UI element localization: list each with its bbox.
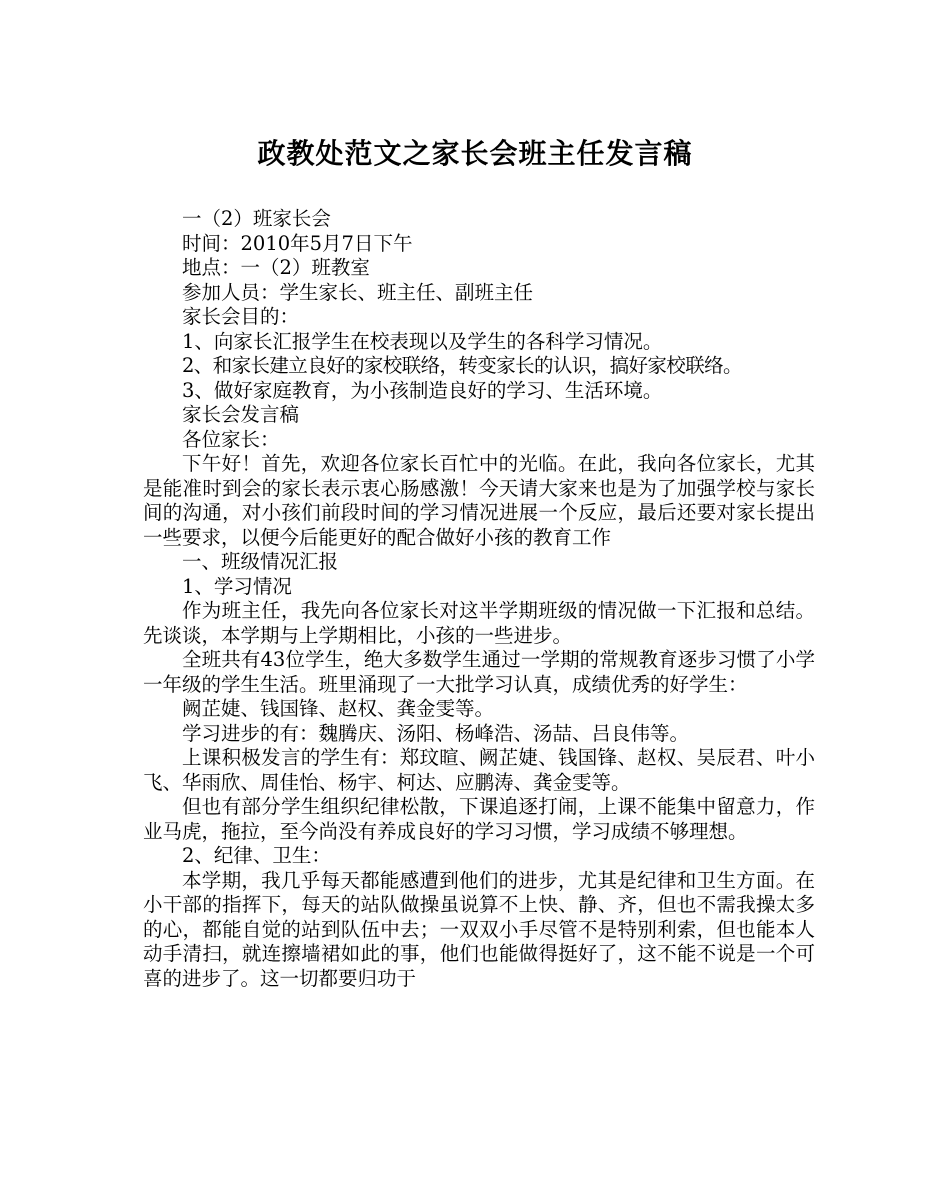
page-title: 政教处范文之家长会班主任发言稿 — [257, 137, 693, 170]
paragraph-speech-heading: 家长会发言稿 — [182, 403, 300, 426]
paragraph-class-overview: 全班共有43位学生，绝大多数学生通过一学期的常规教育逐步习惯了小学一年级的学生生活。班里涌现了一大批学习认真，成绩优秀的好学生： — [143, 648, 815, 696]
paragraph-problems: 但也有部分学生组织纪律松散，下课追逐打闹，上课不能集中留意力，作业马虎，拖拉，至今尚没有养成良好的学习习惯，学习成绩不够理想。 — [143, 795, 815, 843]
paragraph-location: 地点：一（2）班教室 — [182, 256, 370, 279]
paragraph-class-meeting: 一（2）班家长会 — [182, 207, 331, 230]
document-body — [143, 207, 815, 991]
paragraph-time: 时间：2010年5月7日下午 — [182, 231, 413, 255]
paragraph-greeting: 各位家长： — [182, 427, 280, 451]
paragraph-opening: 下午好！首先，欢迎各位家长百忙中的光临。在此，我向各位家长，尤其是能准时到会的家长表示衷心肠感激！今天请大家来也是为了加强学校与家长间的沟通，对小孩们前段时间的学习情况进展一个反应，最后还要对家长提出一些要求，以便今后能更好的配合做好小孩的教育工作 — [143, 452, 815, 549]
paragraph-excellent-students: 阙芷婕、钱国锋、赵权、龚金雯等。 — [182, 697, 495, 720]
paragraph-discipline-body: 本学期，我几乎每天都能感遭到他们的进步，尤其是纪律和卫生方面。在小干部的指挥下，每天的站队做操虽说算不上快、静、齐，但也不需我操太多的心，都能自觉的站到队伍中去；一双双小手尽管不是特别利索，但也能本人动手清扫，就连擦墙裙如此的事，他们也能做得挺好了，这不能不说是一个可喜的进步了。这一切都要归功于 — [143, 868, 815, 990]
paragraph-purpose-1: 1、向家长汇报学生在校表现以及学生的各科学习情况。 — [182, 329, 663, 353]
paragraph-purpose-heading: 家长会目的： — [182, 305, 300, 328]
paragraph-discipline-heading: 2、纪律、卫生： — [182, 844, 331, 867]
paragraph-attendees: 参加人员：学生家长、班主任、副班主任 — [182, 280, 534, 304]
paragraph-study-heading: 1、学习情况 — [182, 574, 292, 598]
paragraph-improved-students: 学习进步的有：魏腾庆、汤阳、杨峰浩、汤喆、吕良伟等。 — [182, 721, 690, 745]
paragraph-purpose-2: 2、和家长建立良好的家校联络，转变家长的认识，搞好家校联络。 — [182, 354, 742, 377]
paragraph-active-students: 上课积极发言的学生有：郑玟暄、阙芷婕、钱国锋、赵权、吴辰君、叶小飞、华雨欣、周佳怡、杨宇、柯达、应鹏涛、龚金雯等。 — [143, 746, 815, 794]
paragraph-purpose-3: 3、做好家庭教育，为小孩制造良好的学习、生活环境。 — [182, 378, 663, 402]
paragraph-section-1-heading: 一、班级情况汇报 — [182, 550, 339, 573]
paragraph-study-intro: 作为班主任，我先向各位家长对这半学期班级的情况做一下汇报和总结。先谈谈，本学期与上学期相比，小孩的一些进步。 — [143, 599, 815, 647]
